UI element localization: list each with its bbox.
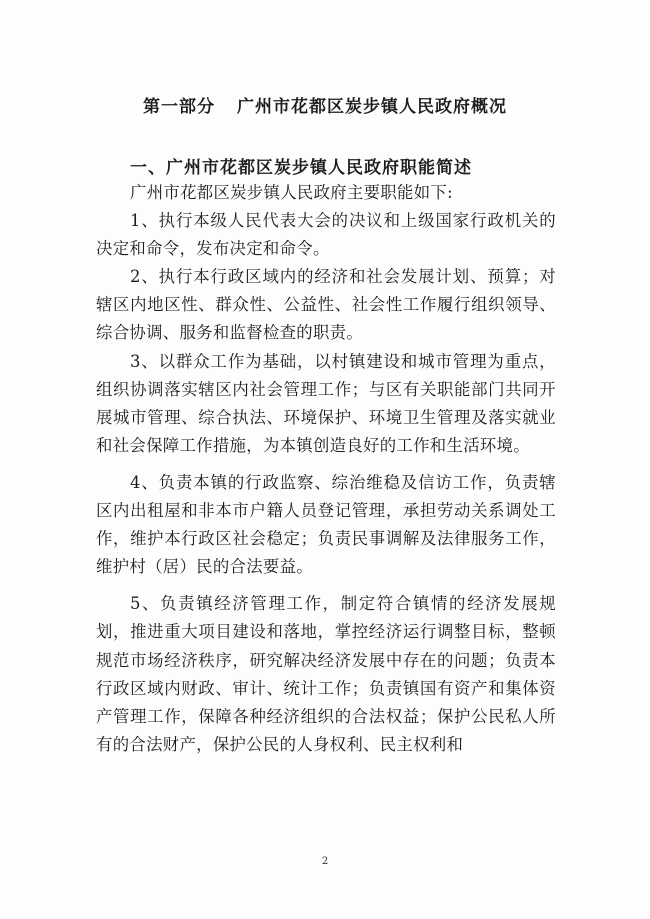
paragraph-3: 3、以群众工作为基础，以村镇建设和城市管理为重点，组织协调落实辖区内社会管理工作；与区有关职能部门共同开展城市管理、综合执法、环境保护、环境卫生管理及落实就业和社会保障工作措施，为本镇创造良好的工作和生活环境。: [96, 351, 556, 455]
document-body: [96, 179, 556, 759]
paragraph-2: 2、执行本行政区域内的经济和社会发展计划、预算；对辖区内地区性、群众性、公益性、社会性工作履行组织领导、综合协调、服务和监督检查的职责。: [96, 267, 556, 343]
page-title: [0, 92, 650, 117]
title-name: 广州市花都区炭步镇人民政府概况: [237, 97, 507, 117]
paragraph-5: 5、负责镇经济管理工作，制定符合镇情的经济发展规划，推进重大项目建设和落地，掌控经济运行调整目标，整顿规范市场经济秩序，研究解决经济发展中存在的问题；负责本行政区域内财政、审计、统计工作；负责镇国有资产和集体资产管理工作，保障各种经济组织的合法权益；保护公民私人所有的合法财产，保护公民的人身权利、民主权利和: [96, 594, 556, 754]
page-number: 2: [321, 856, 329, 867]
section-heading: 一、广州市花都区炭步镇人民政府职能简述: [130, 158, 472, 178]
intro-paragraph: 广州市花都区炭步镇人民政府主要职能如下:: [130, 183, 453, 202]
paragraph-1: 1、执行本级人民代表大会的决议和上级国家行政机关的决定和命令，发布决定和命令。: [96, 211, 556, 259]
title-part: 第一部分: [143, 97, 215, 117]
paragraph-4: 4、负责本镇的行政监察、综治维稳及信访工作，负责辖区内出租屋和非本市户籍人员登记管理，承担劳动关系调处工作，维护本行政区社会稳定；负责民事调解及法律服务工作，维护村（居）民的合法要益。: [96, 472, 556, 577]
